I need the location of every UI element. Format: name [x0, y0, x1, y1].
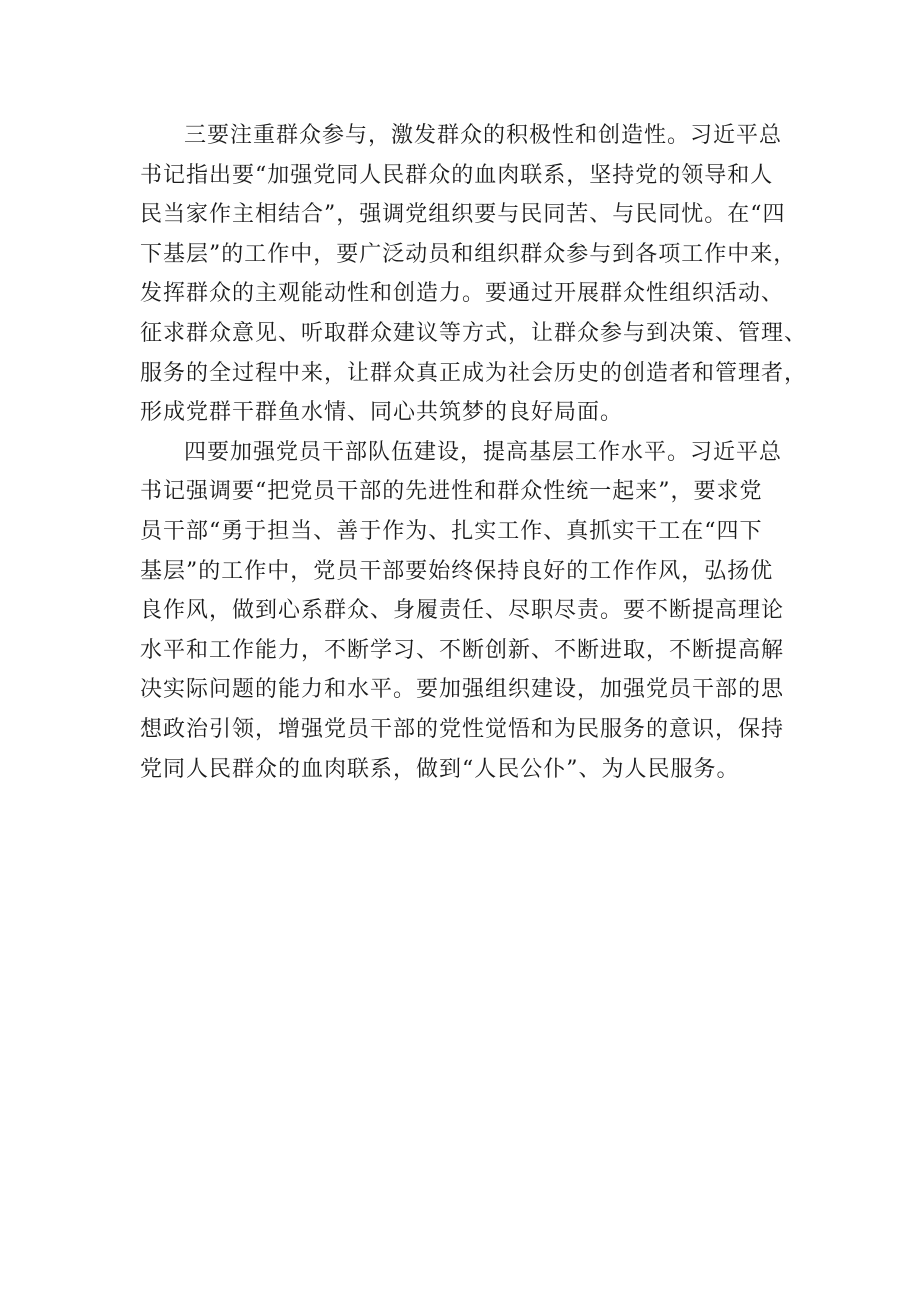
- paragraph-line: 征求群众意见、听取群众建议等方式，让群众参与到决策、管理、: [140, 320, 808, 346]
- paragraph-line: 决实际问题的能力和水平。要加强组织建设，加强党员干部的思: [140, 677, 785, 703]
- paragraph-line: 发挥群众的主观能动性和创造力。要通过开展群众性组织活动、: [140, 281, 785, 307]
- paragraph-line: 形成党群干群鱼水情、同心共筑梦的良好局面。: [140, 400, 624, 426]
- paragraph-3: [140, 116, 808, 433]
- paragraph-line: 良作风，做到心系群众、身履责任、尽职尽责。要不断提高理论: [140, 598, 785, 624]
- paragraph-line: 想政治引领，增强党员干部的党性觉悟和为民服务的意识，保持: [140, 716, 785, 742]
- paragraph-line: 水平和工作能力，不断学习、不断创新、不断进取，不断提高解: [140, 637, 785, 663]
- paragraph-line: 党同人民群众的血肉联系，做到“人民公仆”、为人民服务。: [140, 756, 740, 782]
- paragraph-line: 书记强调要“把党员干部的先进性和群众性统一起来”，要求党: [140, 479, 763, 505]
- paragraph-line: 员干部“勇于担当、善于作为、扎实工作、真抓实干工在“四下: [140, 518, 763, 544]
- paragraph-line: 四要加强党员干部队伍建设，提高基层工作水平。习近平总: [184, 439, 783, 465]
- paragraph-line: 服务的全过程中来，让群众真正成为社会历史的创造者和管理者，: [140, 360, 808, 386]
- paragraph-4: [140, 433, 790, 789]
- paragraph-line: 下基层”的工作中，要广泛动员和组织群众参与到各项工作中来，: [140, 241, 797, 267]
- document-body: [140, 116, 808, 789]
- paragraph-line: 三要注重群众参与，激发群众的积极性和创造性。习近平总: [184, 123, 783, 148]
- paragraph-line: 基层”的工作中，党员干部要始终保持良好的工作作风，弘扬优: [140, 558, 774, 584]
- paragraph-line: 书记指出要“加强党同人民群众的血肉联系，坚持党的领导和人: [140, 162, 774, 188]
- paragraph-line: 民当家作主相结合”，强调党组织要与民同苦、与民同忧。在“四: [140, 202, 786, 228]
